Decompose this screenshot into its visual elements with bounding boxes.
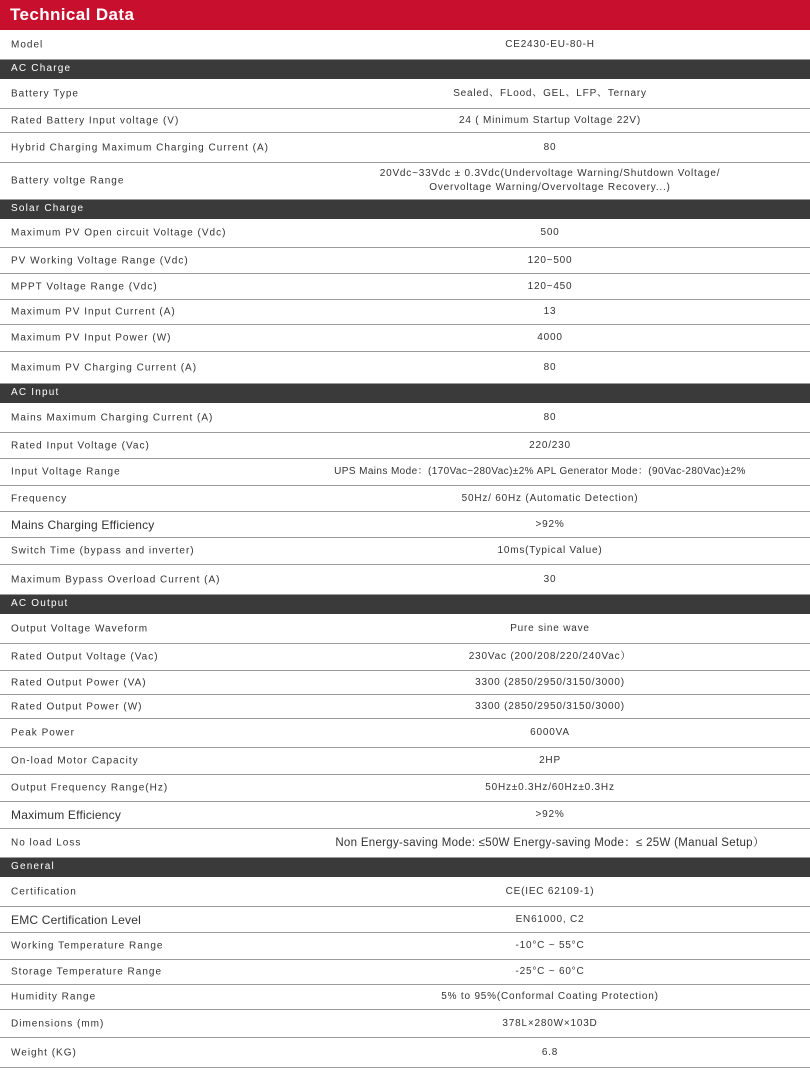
spec-value: 120~450 (527, 280, 573, 292)
spec-value: 80 (543, 361, 557, 373)
section-title: General (11, 861, 55, 872)
spec-value: 378L×280W×103D (502, 1017, 598, 1029)
spec-row (0, 775, 810, 802)
spec-row (0, 300, 810, 325)
spec-value: 220/230 (529, 439, 571, 451)
spec-label: Output Frequency Range(Hz) (11, 782, 169, 794)
spec-row (0, 877, 810, 907)
spec-row (0, 433, 810, 459)
spec-label: Model (11, 39, 44, 50)
spec-row (0, 695, 810, 719)
spec-value: 4000 (537, 332, 563, 343)
spec-label: Rated Battery Input voltage (V) (11, 115, 180, 126)
spec-value: 230Vac (200/208/220/240Vac） (468, 651, 632, 662)
spec-value: 80 (543, 411, 557, 423)
spec-label: Frequency (11, 493, 68, 504)
spec-row (0, 219, 810, 248)
spec-label: Humidity Range (11, 991, 97, 1003)
section-title: AC Output (11, 598, 69, 609)
spec-label: Maximum PV Charging Current (A) (11, 362, 198, 373)
section-title: AC Input (11, 387, 60, 398)
section-header-ac-input (0, 384, 810, 403)
section-header-ac-output (0, 595, 810, 614)
spec-value: 6000VA (530, 727, 570, 738)
spec-value: UPS Mains Mode：(170Vac~280Vac)±2% APL Generator Mode：(90Vac-280Vac)±2% (334, 466, 746, 477)
spec-label: EMC Certification Level (11, 912, 141, 927)
spec-label: Battery Type (11, 88, 79, 99)
section-title: AC Charge (11, 63, 72, 74)
spec-value: >92% (535, 518, 565, 530)
spec-label: Rated Output Voltage (Vac) (11, 651, 159, 663)
spec-label: Hybrid Charging Maximum Charging Current (A) (11, 142, 269, 153)
spec-label: MPPT Voltage Range (Vdc) (11, 281, 158, 292)
spec-row (0, 985, 810, 1010)
spec-row (0, 459, 810, 486)
spec-label: Mains Charging Efficiency (11, 517, 155, 532)
spec-value: 500 (540, 227, 560, 238)
spec-row (0, 1010, 810, 1038)
spec-label: Input Voltage Range (11, 466, 121, 478)
spec-row (0, 907, 810, 933)
spec-value: -25°C ~ 60°C (515, 966, 585, 977)
spec-row (0, 486, 810, 512)
spec-row (0, 671, 810, 695)
spec-value: 3300 (2850/2950/3150/3000) (475, 676, 625, 688)
spec-label: Maximum PV Input Power (W) (11, 332, 172, 344)
spec-label: Maximum PV Open circuit Voltage (Vdc) (11, 227, 227, 239)
spec-row (0, 274, 810, 300)
section-header-ac-charge (0, 60, 810, 79)
spec-label: Rated Output Power (W) (11, 701, 143, 712)
spec-label: Rated Output Power (VA) (11, 677, 147, 688)
spec-row (0, 719, 810, 748)
spec-row (0, 512, 810, 538)
spec-label: No load Loss (11, 837, 82, 849)
spec-value: 5% to 95%(Conformal Coating Protection) (441, 991, 659, 1002)
spec-label: PV Working Voltage Range (Vdc) (11, 255, 189, 266)
spec-row (0, 565, 810, 595)
spec-value: 30 (543, 573, 557, 585)
spec-value: 24 ( Minimum Startup Voltage 22V) (458, 114, 642, 126)
spec-value-line: 20Vdc~33Vdc ± 0.3Vdc(Undervoltage Warning/Shutdown Voltage/ (379, 168, 721, 179)
spec-row-model (0, 30, 810, 60)
spec-label: Certification (11, 886, 77, 897)
spec-label: Switch Time (bypass and inverter) (11, 545, 195, 557)
spec-value: CE2430-EU-80-H (505, 38, 595, 50)
spec-label: Maximum Efficiency (11, 808, 122, 822)
spec-label: Working Temperature Range (11, 940, 164, 952)
spec-value: 80 (543, 141, 557, 153)
spec-row (0, 248, 810, 274)
spec-row (0, 163, 810, 200)
spec-value: -10°C ~ 55°C (515, 940, 585, 951)
spec-label: Maximum Bypass Overload Current (A) (11, 574, 221, 585)
spec-label: Maximum PV Input Current (A) (11, 306, 176, 318)
spec-row (0, 538, 810, 565)
page-title: Technical Data (10, 5, 135, 24)
spec-row (0, 403, 810, 433)
spec-value: CE(IEC 62109-1) (505, 885, 595, 897)
section-header-solar-charge (0, 200, 810, 219)
spec-value: >92% (535, 809, 565, 820)
spec-value: 3300 (2850/2950/3150/3000) (475, 700, 625, 712)
spec-value: 50Hz/ 60Hz (Automatic Detection) (461, 492, 639, 504)
spec-value: 120~500 (527, 254, 573, 266)
section-header-general (0, 858, 810, 877)
spec-value: Pure sine wave (510, 622, 590, 634)
spec-label: Weight (KG) (11, 1047, 77, 1058)
spec-label: On-load Motor Capacity (11, 755, 139, 767)
spec-label: Peak Power (11, 727, 75, 739)
spec-value: 10ms(Typical Value) (497, 545, 603, 556)
spec-row (0, 829, 810, 858)
spec-value: EN61000, C2 (515, 913, 585, 925)
spec-value: 2HP (539, 755, 561, 766)
spec-label: Battery voltge Range (11, 175, 125, 187)
spec-label: Mains Maximum Charging Current (A) (11, 412, 214, 423)
spec-row (0, 614, 810, 644)
spec-value: Sealed、FLood、GEL、LFP、Ternary (453, 87, 647, 99)
spec-value: 6.8 (541, 1046, 559, 1058)
title-bar (0, 0, 810, 30)
spec-label: Dimensions (mm) (11, 1018, 105, 1029)
spec-row (0, 352, 810, 384)
section-title: Solar Charge (11, 203, 85, 214)
spec-row (0, 133, 810, 163)
spec-value-line: Overvoltage Warning/Overvoltage Recovery...) (429, 182, 671, 193)
spec-value: 50Hz±0.3Hz/60Hz±0.3Hz (485, 782, 615, 793)
spec-label: Output Voltage Waveform (11, 623, 149, 634)
spec-row (0, 644, 810, 671)
spec-row (0, 109, 810, 133)
spec-row (0, 1038, 810, 1068)
spec-row (0, 802, 810, 829)
spec-row (0, 325, 810, 352)
spec-value: 13 (543, 306, 557, 317)
spec-label: Storage Temperature Range (11, 966, 163, 978)
spec-row (0, 79, 810, 109)
spec-row (0, 748, 810, 775)
spec-value: Non Energy-saving Mode: ≤50W Energy-saving Mode：≤ 25W (Manual Setup） (335, 837, 765, 849)
spec-label: Rated Input Voltage (Vac) (11, 440, 150, 451)
spec-value-multiline (290, 167, 810, 195)
spec-row (0, 933, 810, 960)
spec-row (0, 960, 810, 985)
